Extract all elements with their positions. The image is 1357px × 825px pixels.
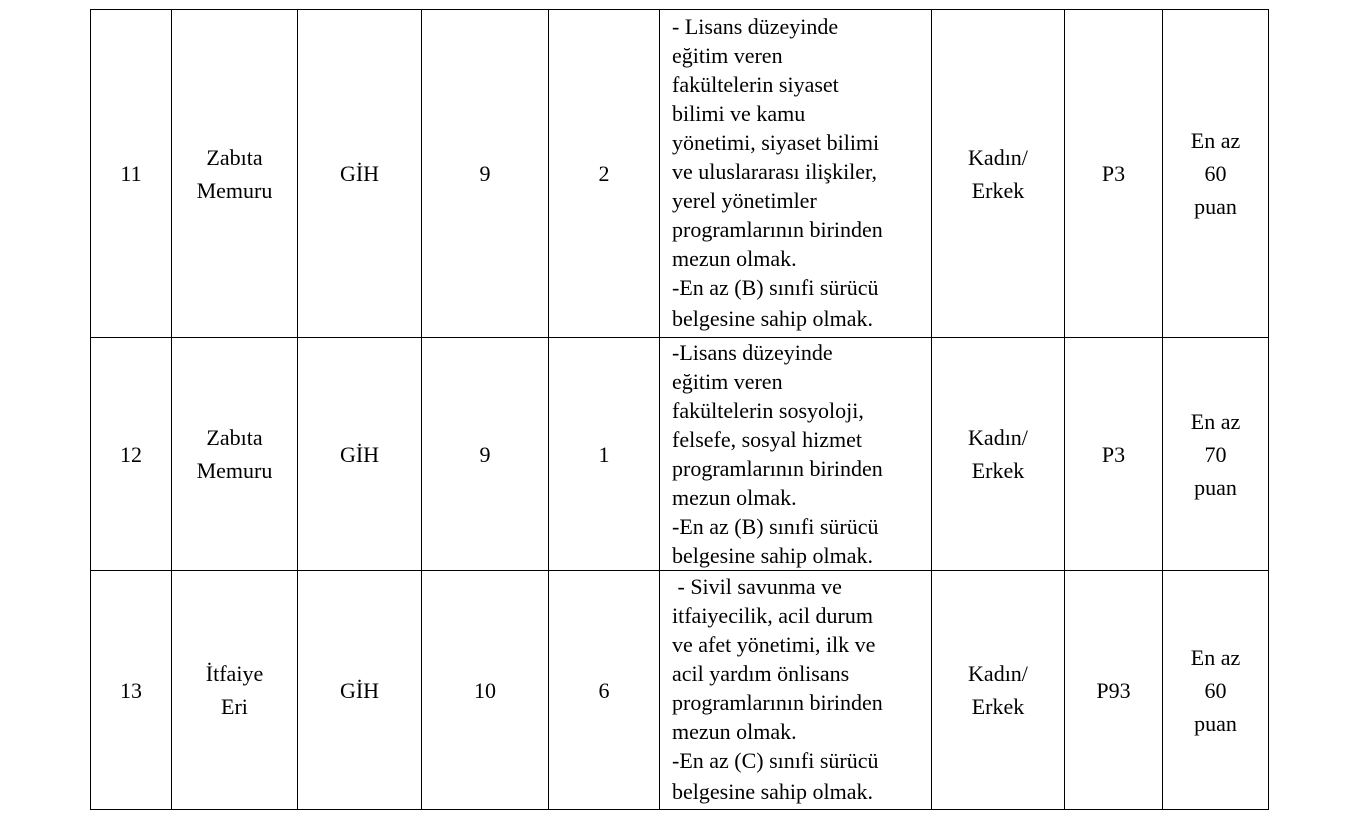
- score-type: P93: [1065, 571, 1163, 810]
- position-count: 1: [549, 338, 660, 571]
- gender: Kadın/ Erkek: [932, 571, 1065, 810]
- row-number: 13: [91, 571, 172, 810]
- requirements: - Sivil savunma ve itfaiyecilik, acil durum ve afet yönetimi, ilk ve acil yardım önlisans programlarının birinden mezun olmak. -En az (C) sınıfi sürücü belgesine sahip olmak.: [660, 571, 932, 810]
- position-title: İtfaiye Eri: [172, 571, 298, 810]
- position-title: Zabıta Memuru: [172, 338, 298, 571]
- table-row: [91, 571, 1269, 810]
- table-row: [91, 10, 1269, 338]
- score-type: P3: [1065, 338, 1163, 571]
- row-number: 12: [91, 338, 172, 571]
- position-title: Zabıta Memuru: [172, 10, 298, 338]
- degree: 9: [422, 10, 549, 338]
- score-type: P3: [1065, 10, 1163, 338]
- service-class: GİH: [298, 571, 422, 810]
- minimum-score: En az 60 puan: [1163, 571, 1269, 810]
- requirements: -Lisans düzeyinde eğitim veren fakültelerin sosyoloji, felsefe, sosyal hizmet programlarının birinden mezun olmak. -En az (B) sınıfi sürücü belgesine sahip olmak.: [660, 338, 932, 571]
- service-class: GİH: [298, 338, 422, 571]
- gender: Kadın/ Erkek: [932, 338, 1065, 571]
- table-row: [91, 338, 1269, 571]
- degree: 10: [422, 571, 549, 810]
- requirements: - Lisans düzeyinde eğitim veren fakültelerin siyaset bilimi ve kamu yönetimi, siyaset bilimi ve uluslararası ilişkiler, yerel yönetimler programlarının birinden mezun olmak. -En az (B) sınıfi sürücü belgesine sahip olmak.: [660, 10, 932, 338]
- gender: Kadın/ Erkek: [932, 10, 1065, 338]
- minimum-score: En az 70 puan: [1163, 338, 1269, 571]
- position-count: 6: [549, 571, 660, 810]
- service-class: GİH: [298, 10, 422, 338]
- positions-table: [90, 9, 1269, 810]
- minimum-score: En az 60 puan: [1163, 10, 1269, 338]
- position-count: 2: [549, 10, 660, 338]
- degree: 9: [422, 338, 549, 571]
- row-number: 11: [91, 10, 172, 338]
